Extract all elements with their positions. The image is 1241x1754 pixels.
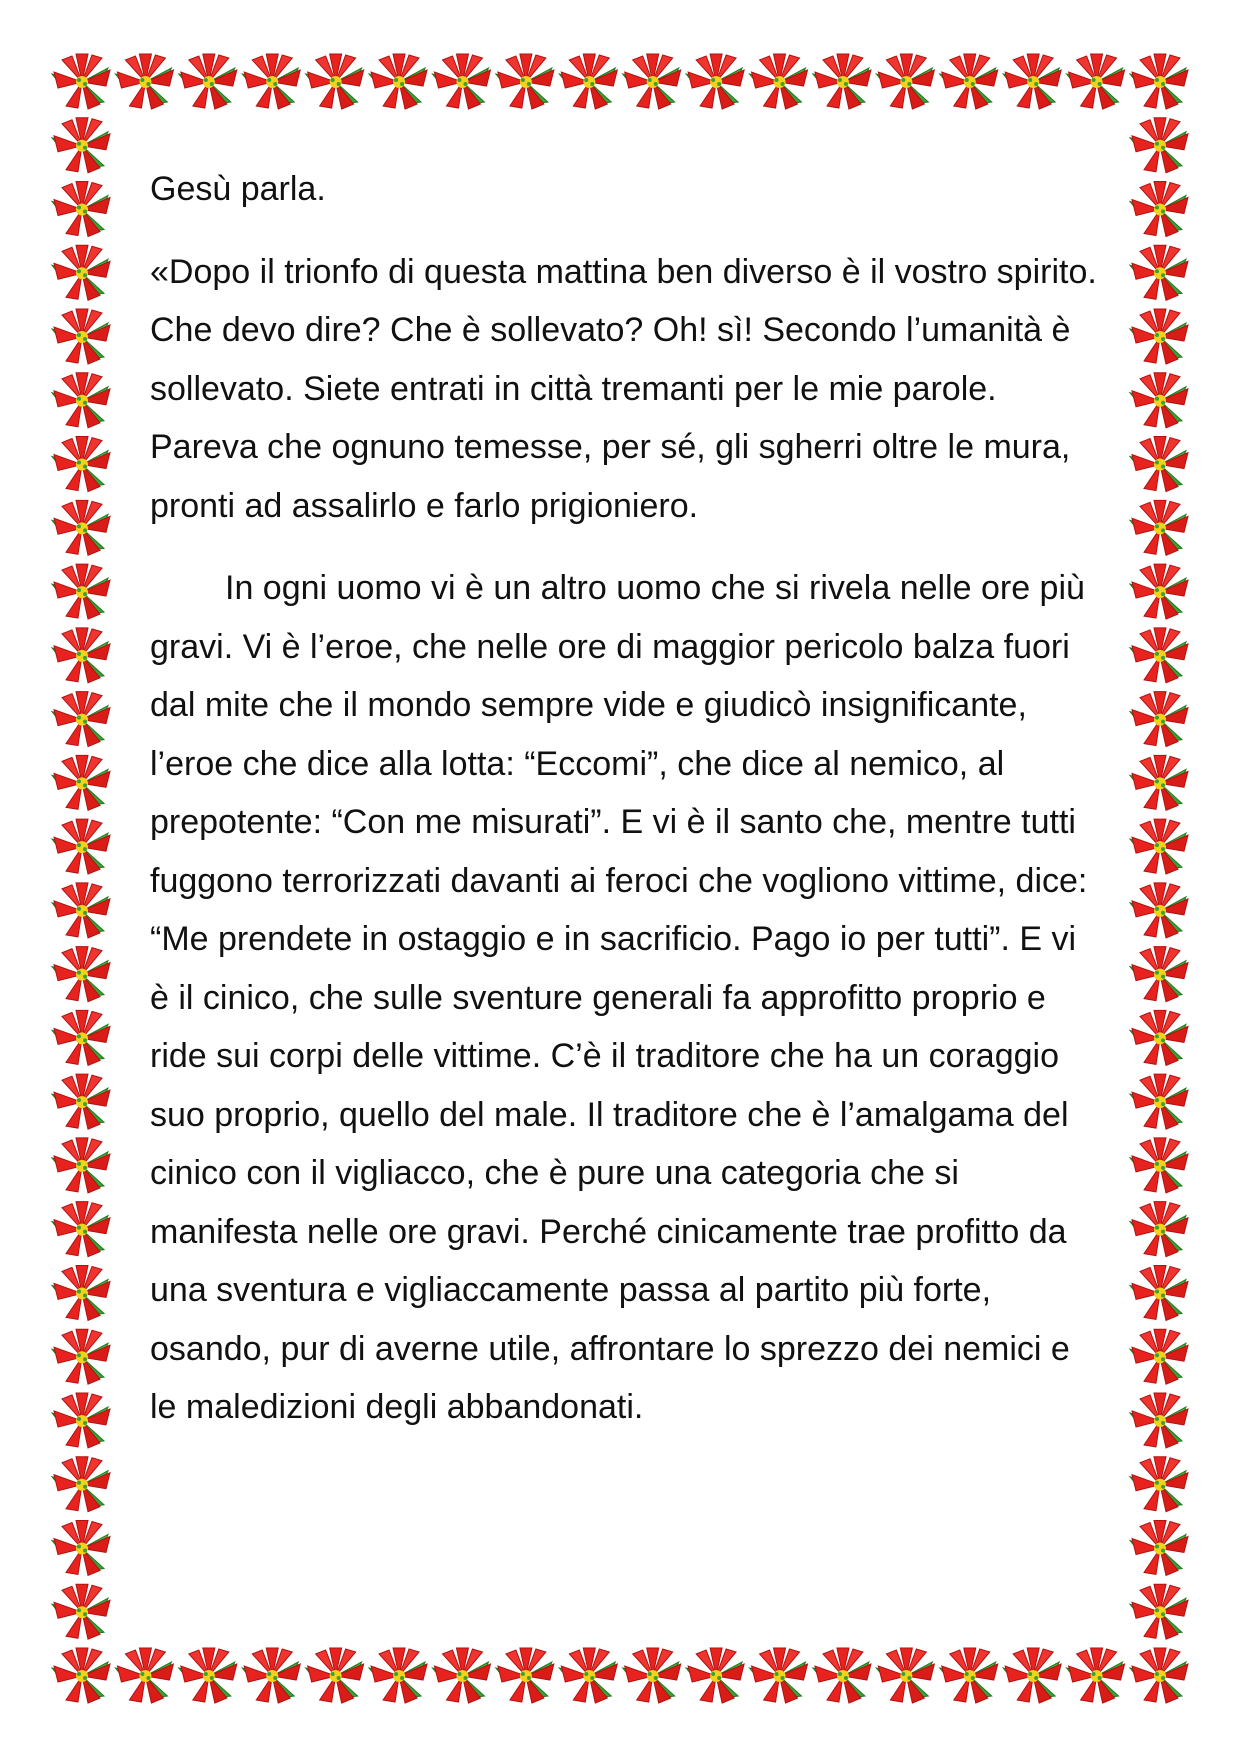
poinsettia-flower-icon <box>813 1648 871 1703</box>
poinsettia-flower-icon <box>1130 883 1188 938</box>
poinsettia-flower-icon <box>432 54 490 109</box>
poinsettia-flower-icon <box>1130 1329 1188 1384</box>
poinsettia-flower-icon <box>432 1648 490 1703</box>
poinsettia-flower-icon <box>242 54 300 109</box>
poinsettia-flower-icon <box>559 1648 617 1703</box>
poinsettia-flower-icon <box>52 373 110 428</box>
poinsettia-flower-icon <box>52 1584 110 1639</box>
poinsettia-flower-icon <box>1003 54 1061 109</box>
poinsettia-flower-icon <box>306 1648 364 1703</box>
poinsettia-flower-icon <box>623 54 681 109</box>
poinsettia-flower-icon <box>52 692 110 747</box>
poinsettia-flower-icon <box>52 118 110 173</box>
paragraph-1: «Dopo il trionfo di questa mattina ben diverso è il vostro spirito. Che devo dire? Che è sollevato? Oh! sì! Secondo l’umanità è sollevato. Siete entrati in città tremanti per le mie parole. Pareva che ognuno temesse, per sé, gli sgherri oltre le mura, pronti ad assalirlo e farlo prigioniero. <box>150 252 1097 525</box>
poinsettia-flower-icon <box>52 309 110 364</box>
poinsettia-flower-icon <box>1130 1202 1188 1257</box>
poinsettia-flower-icon <box>496 1648 554 1703</box>
poinsettia-flower-icon <box>52 628 110 683</box>
poinsettia-flower-icon <box>52 1265 110 1320</box>
poinsettia-flower-icon <box>52 947 110 1002</box>
paragraph-2: In ogni uomo vi è un altro uomo che si rivela nelle ore più gravi. Vi è l’eroe, che nelle ore di maggior pericolo balza fuori dal mite che il mondo sempre vide e giudicò insignificante, l’eroe che dice alla lotta: “Eccomi”, che dice al nemico, al prepotente: “Con me misurati”. E vi è il santo che, mentre tutti fuggono terrorizzati davanti ai feroci che vogliono vittime, dice: “Me prendete in ostaggio e in sacrificio. Pago io per tutti”. E vi è il cinico, che sulle sventure generali fa approfitto proprio e ride sui corpi delle vittime. C’è il traditore che ha un coraggio suo proprio, quello del male. Il traditore che è l’amalgama del cinico con il vigliacco, che è pure una categoria che si manifesta nelle ore gravi. Perché cinicamente trae profitto da una sventura e vigliaccamente passa al partito più forte, osando, pur di averne utile, affrontare lo sprezzo dei nemici e le maledizioni degli abbandonati. <box>150 569 1088 1426</box>
poinsettia-flower-icon <box>1130 309 1188 364</box>
poinsettia-flower-icon <box>179 1648 237 1703</box>
poinsettia-flower-icon <box>876 54 934 109</box>
poinsettia-flower-icon <box>242 1648 300 1703</box>
poinsettia-flower-icon <box>1130 564 1188 619</box>
speaker-heading: Gesù parla. <box>150 170 326 208</box>
poinsettia-flower-icon <box>1130 182 1188 237</box>
poinsettia-flower-icon <box>115 54 173 109</box>
poinsettia-flower-icon <box>52 1329 110 1384</box>
poinsettia-flower-icon <box>1130 1138 1188 1193</box>
poinsettia-flower-icon <box>52 245 110 300</box>
poinsettia-flower-icon <box>1130 54 1188 109</box>
poinsettia-flower-icon <box>52 755 110 810</box>
poinsettia-flower-icon <box>750 54 808 109</box>
poinsettia-flower-icon <box>179 54 237 109</box>
poinsettia-flower-icon <box>940 1648 998 1703</box>
poinsettia-flower-icon <box>52 437 110 492</box>
poinsettia-flower-icon <box>1130 947 1188 1002</box>
poinsettia-flower-icon <box>1130 1074 1188 1129</box>
poinsettia-flower-icon <box>52 1202 110 1257</box>
poinsettia-flower-icon <box>1130 819 1188 874</box>
poinsettia-flower-icon <box>52 1010 110 1065</box>
poinsettia-flower-icon <box>1130 1520 1188 1575</box>
poinsettia-flower-icon <box>1130 245 1188 300</box>
poinsettia-flower-icon <box>686 1648 744 1703</box>
poinsettia-flower-icon <box>1130 1010 1188 1065</box>
poinsettia-flower-icon <box>623 1648 681 1703</box>
poinsettia-flower-icon <box>52 1074 110 1129</box>
poinsettia-flower-icon <box>52 819 110 874</box>
poinsettia-flower-icon <box>52 1138 110 1193</box>
poinsettia-flower-icon <box>876 1648 934 1703</box>
poinsettia-flower-icon <box>496 54 554 109</box>
poinsettia-flower-icon <box>940 54 998 109</box>
poinsettia-flower-icon <box>1130 1393 1188 1448</box>
poinsettia-flower-icon <box>1003 1648 1061 1703</box>
poinsettia-flower-icon <box>1067 54 1125 109</box>
poinsettia-flower-icon <box>559 54 617 109</box>
poinsettia-flower-icon <box>1067 1648 1125 1703</box>
poinsettia-flower-icon <box>52 1520 110 1575</box>
poinsettia-flower-icon <box>1130 437 1188 492</box>
poinsettia-flower-icon <box>306 54 364 109</box>
poinsettia-flower-icon <box>1130 1457 1188 1512</box>
poinsettia-flower-icon <box>813 54 871 109</box>
poinsettia-flower-icon <box>52 500 110 555</box>
poinsettia-flower-icon <box>1130 1265 1188 1320</box>
poinsettia-flower-icon <box>1130 755 1188 810</box>
poinsettia-flower-icon <box>52 1457 110 1512</box>
poinsettia-flower-icon <box>1130 628 1188 683</box>
poinsettia-flower-icon <box>115 1648 173 1703</box>
poinsettia-flower-icon <box>750 1648 808 1703</box>
poinsettia-flower-icon <box>52 1648 110 1703</box>
poinsettia-flower-icon <box>1130 500 1188 555</box>
poinsettia-flower-icon <box>369 1648 427 1703</box>
poinsettia-flower-icon <box>1130 692 1188 747</box>
poinsettia-flower-icon <box>686 54 744 109</box>
poinsettia-flower-icon <box>52 564 110 619</box>
poinsettia-flower-icon <box>1130 1648 1188 1703</box>
poinsettia-flower-icon <box>1130 118 1188 173</box>
poinsettia-flower-icon <box>1130 1584 1188 1639</box>
poinsettia-flower-icon <box>52 883 110 938</box>
poinsettia-flower-icon <box>52 1393 110 1448</box>
poinsettia-flower-icon <box>369 54 427 109</box>
poinsettia-flower-icon <box>52 182 110 237</box>
text-body <box>150 160 1100 1437</box>
poinsettia-flower-icon <box>52 54 110 109</box>
poinsettia-flower-icon <box>1130 373 1188 428</box>
